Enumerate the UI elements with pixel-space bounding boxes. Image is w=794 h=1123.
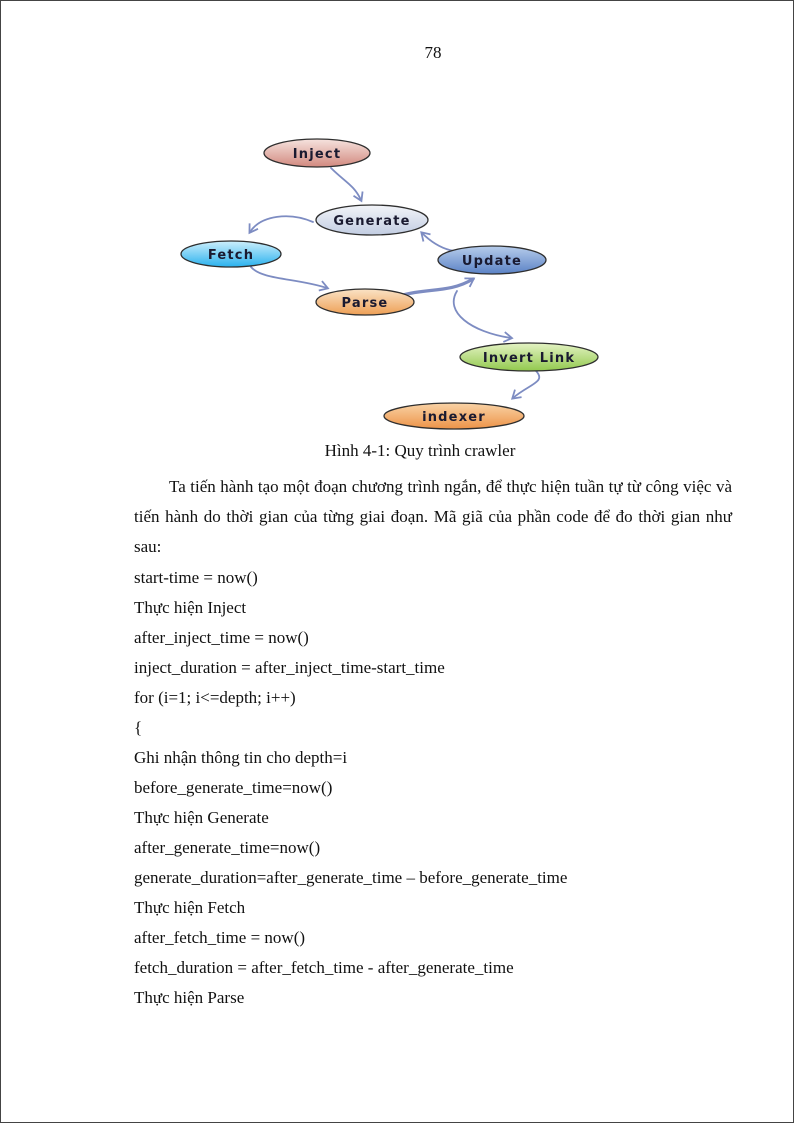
- edge-generate-to-fetch: [250, 216, 313, 232]
- code-line: inject_duration = after_inject_time-start_time: [134, 658, 445, 677]
- node-generate-label: Generate: [333, 214, 411, 229]
- page-number: 78: [424, 43, 442, 62]
- edge-fetch-to-parse: [251, 267, 327, 288]
- pseudocode-block: [134, 563, 732, 1013]
- node-parse: [316, 289, 414, 315]
- code-line: after_inject_time = now(): [134, 628, 309, 647]
- code-line: fetch_duration = after_fetch_time - after_generate_time: [134, 958, 514, 977]
- code-line: after_fetch_time = now(): [134, 928, 306, 947]
- code-line: for (i=1; i<=depth; i++): [134, 688, 296, 707]
- edge-invert-link-to-indexer: [513, 370, 539, 398]
- body-paragraph: Ta tiến hành tạo một đoạn chương trình ngắn, để thực hiện tuần tự từ công việc và tiến hành do thời gian của từng giai đoạn. Mã giã của phần code để đo thời gian như sau:: [134, 477, 732, 556]
- node-fetch: [181, 241, 281, 267]
- code-line: Thực hiện Fetch: [134, 898, 246, 917]
- node-update: [438, 246, 546, 274]
- node-indexer-label: indexer: [422, 410, 486, 425]
- node-inject: [264, 139, 370, 167]
- node-invert-link-label: Invert Link: [482, 351, 576, 366]
- node-inject-label: Inject: [292, 147, 342, 162]
- node-indexer: [384, 403, 524, 429]
- node-invert-link: [460, 343, 598, 371]
- code-line: Thực hiện Generate: [134, 808, 269, 827]
- code-line: {: [134, 718, 143, 737]
- code-line: generate_duration=after_generate_time – before_generate_time: [134, 868, 568, 887]
- code-line: after_generate_time=now(): [134, 838, 321, 857]
- code-line: Ghi nhận thông tin cho depth=i: [134, 748, 348, 767]
- edge-parse-to-update: [403, 279, 473, 295]
- code-line: start-time = now(): [134, 568, 258, 587]
- edge-update-to-invert-link: [454, 291, 511, 338]
- crawler-flow-diagram: [1, 1, 794, 451]
- figure-caption: Hình 4-1: Quy trình crawler: [324, 441, 516, 460]
- code-line: before_generate_time=now(): [134, 778, 333, 797]
- code-line: Thực hiện Inject: [134, 598, 247, 617]
- node-parse-label: Parse: [341, 296, 389, 311]
- node-update-label: Update: [461, 254, 523, 269]
- code-line: Thực hiện Parse: [134, 988, 245, 1007]
- node-generate: [316, 205, 428, 235]
- edge-inject-to-generate: [331, 168, 361, 200]
- node-fetch-label: Fetch: [207, 248, 255, 263]
